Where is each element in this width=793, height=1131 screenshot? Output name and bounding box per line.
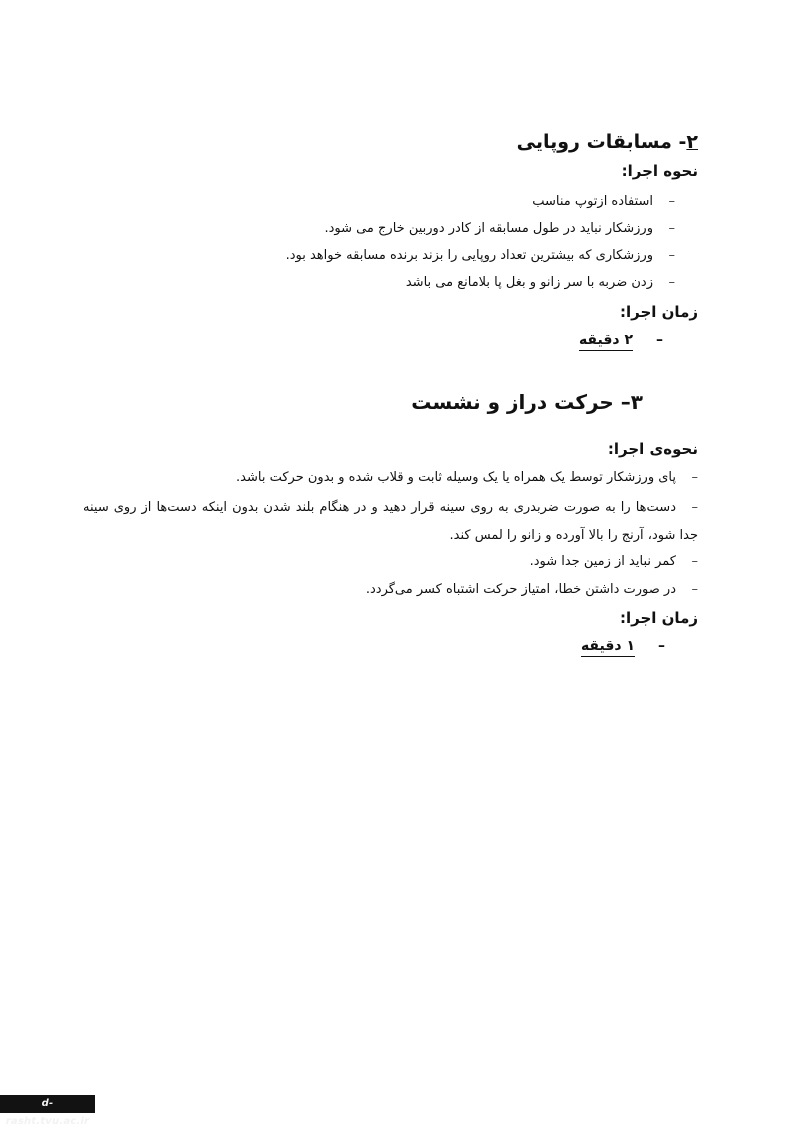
- section-3-duration: –۱ دقیقه: [581, 638, 665, 654]
- footer-site-logo: d-rasht.tvu.ac.ir: [0, 1095, 95, 1113]
- section-2-item-1: –استفاده ازتوپ مناسب: [532, 192, 675, 212]
- section-3-duration-value: ۱ دقیقه: [581, 638, 635, 657]
- section-2-duration-value: ۲ دقیقه: [579, 332, 633, 351]
- section-3-item-2: –دست‌ها را به صورت ضربدری به روی سینه قرار دهید و در هنگام بلند شدن بدون اینکه دست‌ها از روی سینه جدا شود، آرنج را بالا آورده و زانو را لمس کند.: [83, 494, 698, 550]
- list-dash: –: [691, 470, 698, 485]
- list-dash: –: [668, 248, 675, 263]
- section-2-heading: ۲- مسابقات روپایی: [516, 131, 698, 153]
- section-2-time-label: زمان اجرا:: [619, 303, 698, 321]
- section-2-item-4: –زدن ضربه با سر زانو و بغل پا بلامانع می باشد: [406, 273, 675, 293]
- list-dash: –: [691, 582, 698, 597]
- section-2-title: مسابقات روپایی: [516, 131, 672, 153]
- section-3-item-3: –کمر نباید از زمین جدا شود.: [530, 552, 698, 572]
- section-2-number: ۲: [686, 131, 698, 153]
- list-dash: –: [668, 194, 675, 209]
- list-dash: –: [691, 554, 698, 569]
- section-3-item-4: –در صورت داشتن خطا، امتیاز حرکت اشتباه کسر می‌گردد.: [366, 580, 698, 600]
- section-3-heading: ۳– حرکت دراز و نشست: [411, 390, 643, 414]
- section-2-item-3: –ورزشکاری که بیشترین تعداد روپایی را بزند برنده مسابقه خواهد بود.: [286, 246, 675, 266]
- section-3-how-label: نحوه‌ی اجرا:: [607, 440, 698, 458]
- section-2-how-label: نحوه اجرا:: [621, 162, 698, 180]
- section-3-time-label: زمان اجرا:: [619, 609, 698, 627]
- list-dash: –: [668, 221, 675, 236]
- list-dash: –: [691, 500, 698, 515]
- section-2-item-2: –ورزشکار نباید در طول مسابقه از کادر دوربین خارج می شود.: [324, 219, 675, 239]
- section-3-item-1: –پای ورزشکار توسط یک همراه یا یک وسیله ثابت و قلاب شده و بدون حرکت باشد.: [236, 468, 698, 488]
- section-2-duration: –۲ دقیقه: [579, 332, 663, 348]
- list-dash: –: [668, 275, 675, 290]
